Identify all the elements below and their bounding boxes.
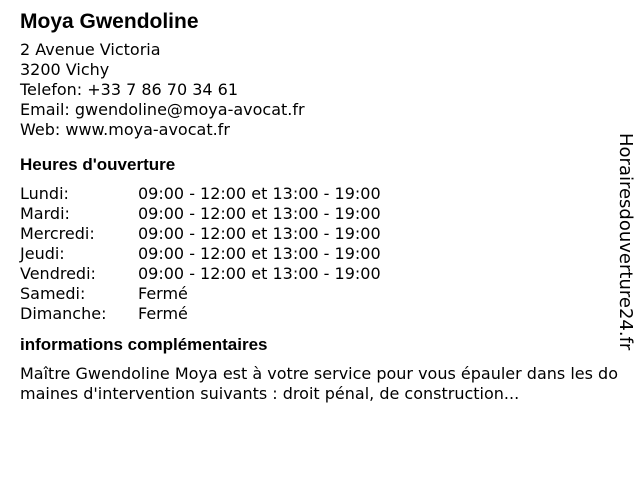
- business-card: [20, 8, 632, 404]
- hours-time: 09:00 - 12:00 et 13:00 - 19:00: [138, 244, 381, 263]
- site-watermark: [612, 133, 640, 351]
- address-city: 3200 Vichy: [20, 60, 110, 79]
- hours-row-tuesday: [20, 204, 632, 224]
- hours-day: Lundi:: [20, 184, 69, 203]
- hours-day: Dimanche:: [20, 304, 107, 323]
- business-name: Moya Gwendoline: [20, 10, 199, 33]
- watermark-text: Horairesdouverture24.fr: [615, 133, 636, 351]
- hours-row-sunday: [20, 304, 632, 324]
- phone-line: Telefon: +33 7 86 70 34 61: [20, 80, 239, 99]
- hours-day: Jeudi:: [20, 244, 65, 263]
- hours-time: 09:00 - 12:00 et 13:00 - 19:00: [138, 224, 381, 243]
- hours-row-wednesday: [20, 224, 632, 244]
- hours-row-monday: [20, 184, 632, 204]
- hours-time: 09:00 - 12:00 et 13:00 - 19:00: [138, 264, 381, 283]
- info-description: Maître Gwendoline Moya est à votre service pour vous épauler dans les domaines d'intervention suivants : droit pénal, de construction...: [20, 364, 618, 403]
- hours-time: Fermé: [138, 284, 188, 303]
- hours-day: Mercredi:: [20, 224, 95, 243]
- hours-time: 09:00 - 12:00 et 13:00 - 19:00: [138, 204, 381, 223]
- hours-heading: Heures d'ouverture: [20, 155, 176, 174]
- hours-row-saturday: [20, 284, 632, 304]
- hours-row-friday: [20, 264, 632, 284]
- hours-day: Mardi:: [20, 204, 70, 223]
- hours-day: Samedi:: [20, 284, 86, 303]
- hours-row-thursday: [20, 244, 632, 264]
- address-street: 2 Avenue Victoria: [20, 40, 161, 59]
- hours-time: 09:00 - 12:00 et 13:00 - 19:00: [138, 184, 381, 203]
- info-heading: informations complémentaires: [20, 335, 268, 354]
- email-line: Email: gwendoline@moya-avocat.fr: [20, 100, 305, 119]
- hours-table: [20, 184, 632, 324]
- web-line: Web: www.moya-avocat.fr: [20, 120, 230, 139]
- hours-time: Fermé: [138, 304, 188, 323]
- hours-day: Vendredi:: [20, 264, 96, 283]
